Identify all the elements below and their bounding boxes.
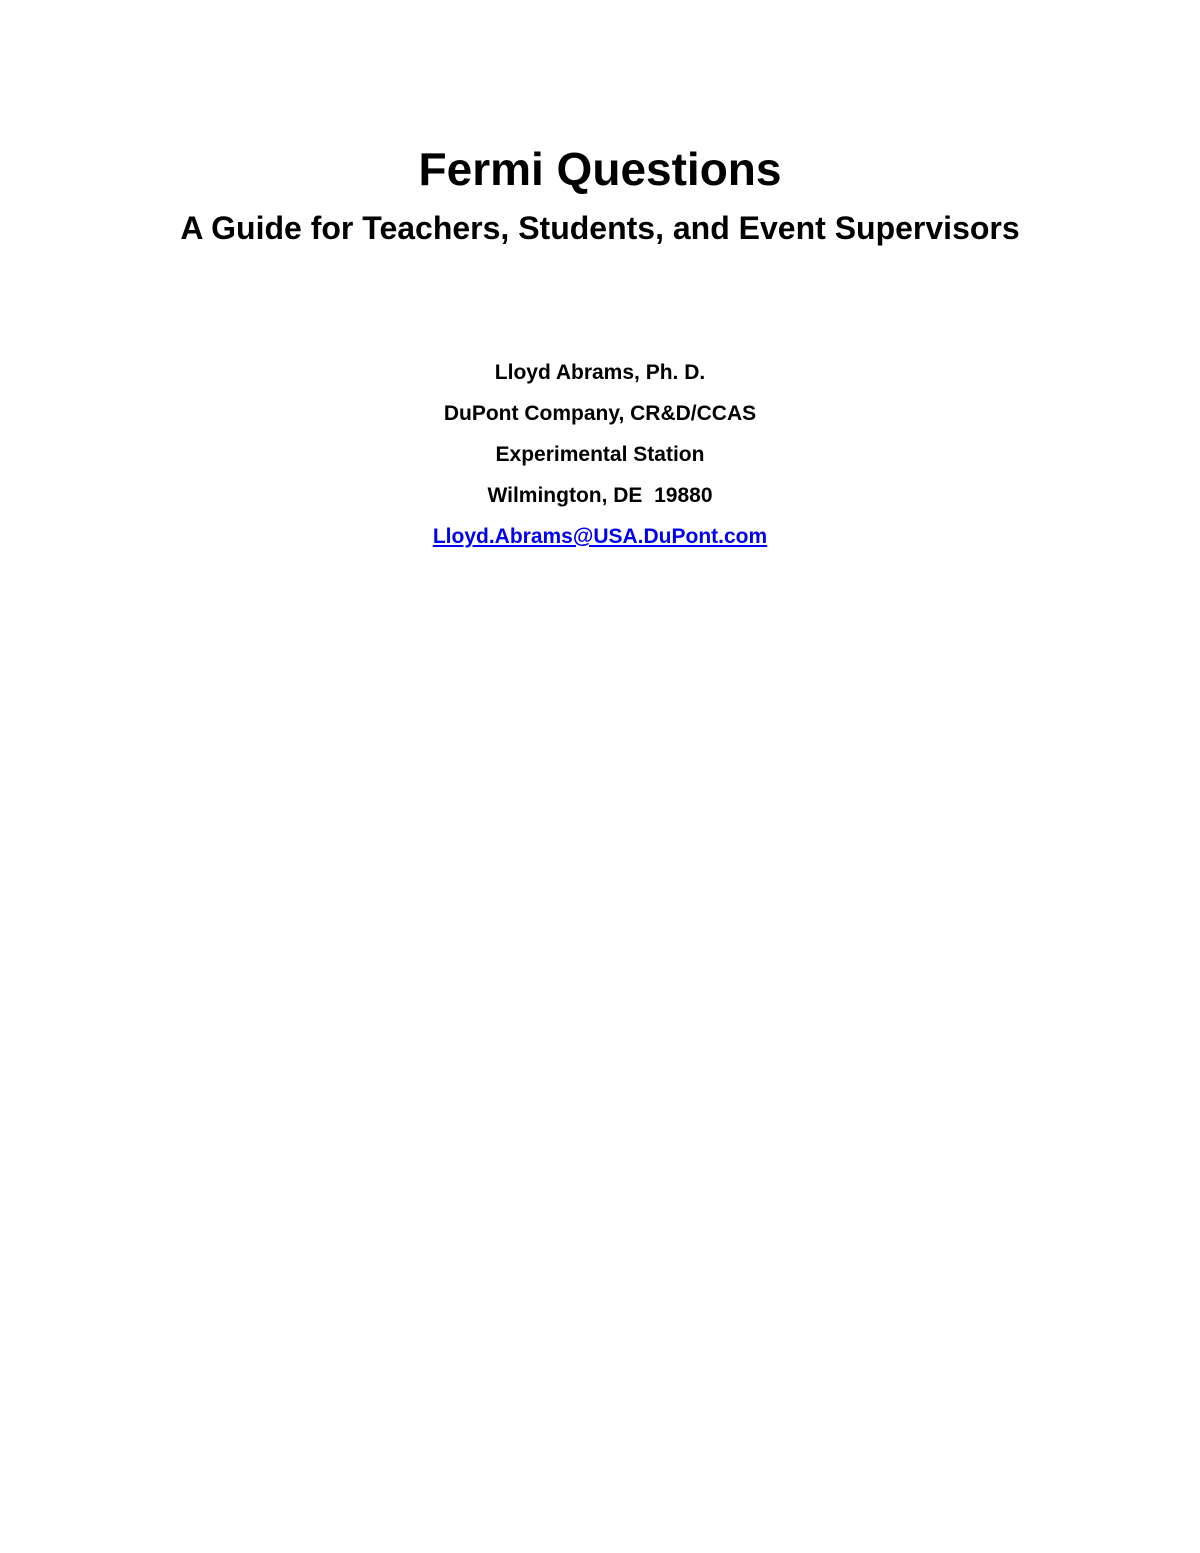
author-info xyxy=(0,352,1200,557)
author-name: Lloyd Abrams, Ph. D. xyxy=(494,361,706,384)
author-address: Wilmington, DE 19880 xyxy=(487,484,713,507)
author-email-line xyxy=(0,516,1200,557)
author-email-link[interactable]: Lloyd.Abrams@USA.DuPont.com xyxy=(432,525,768,548)
author-location: Experimental Station xyxy=(495,443,705,466)
author-organization: DuPont Company, CR&D/CCAS xyxy=(443,402,757,425)
document-subtitle: A Guide for Teachers, Students, and Event Supervisors xyxy=(180,210,1020,246)
document-title: Fermi Questions xyxy=(418,143,782,195)
